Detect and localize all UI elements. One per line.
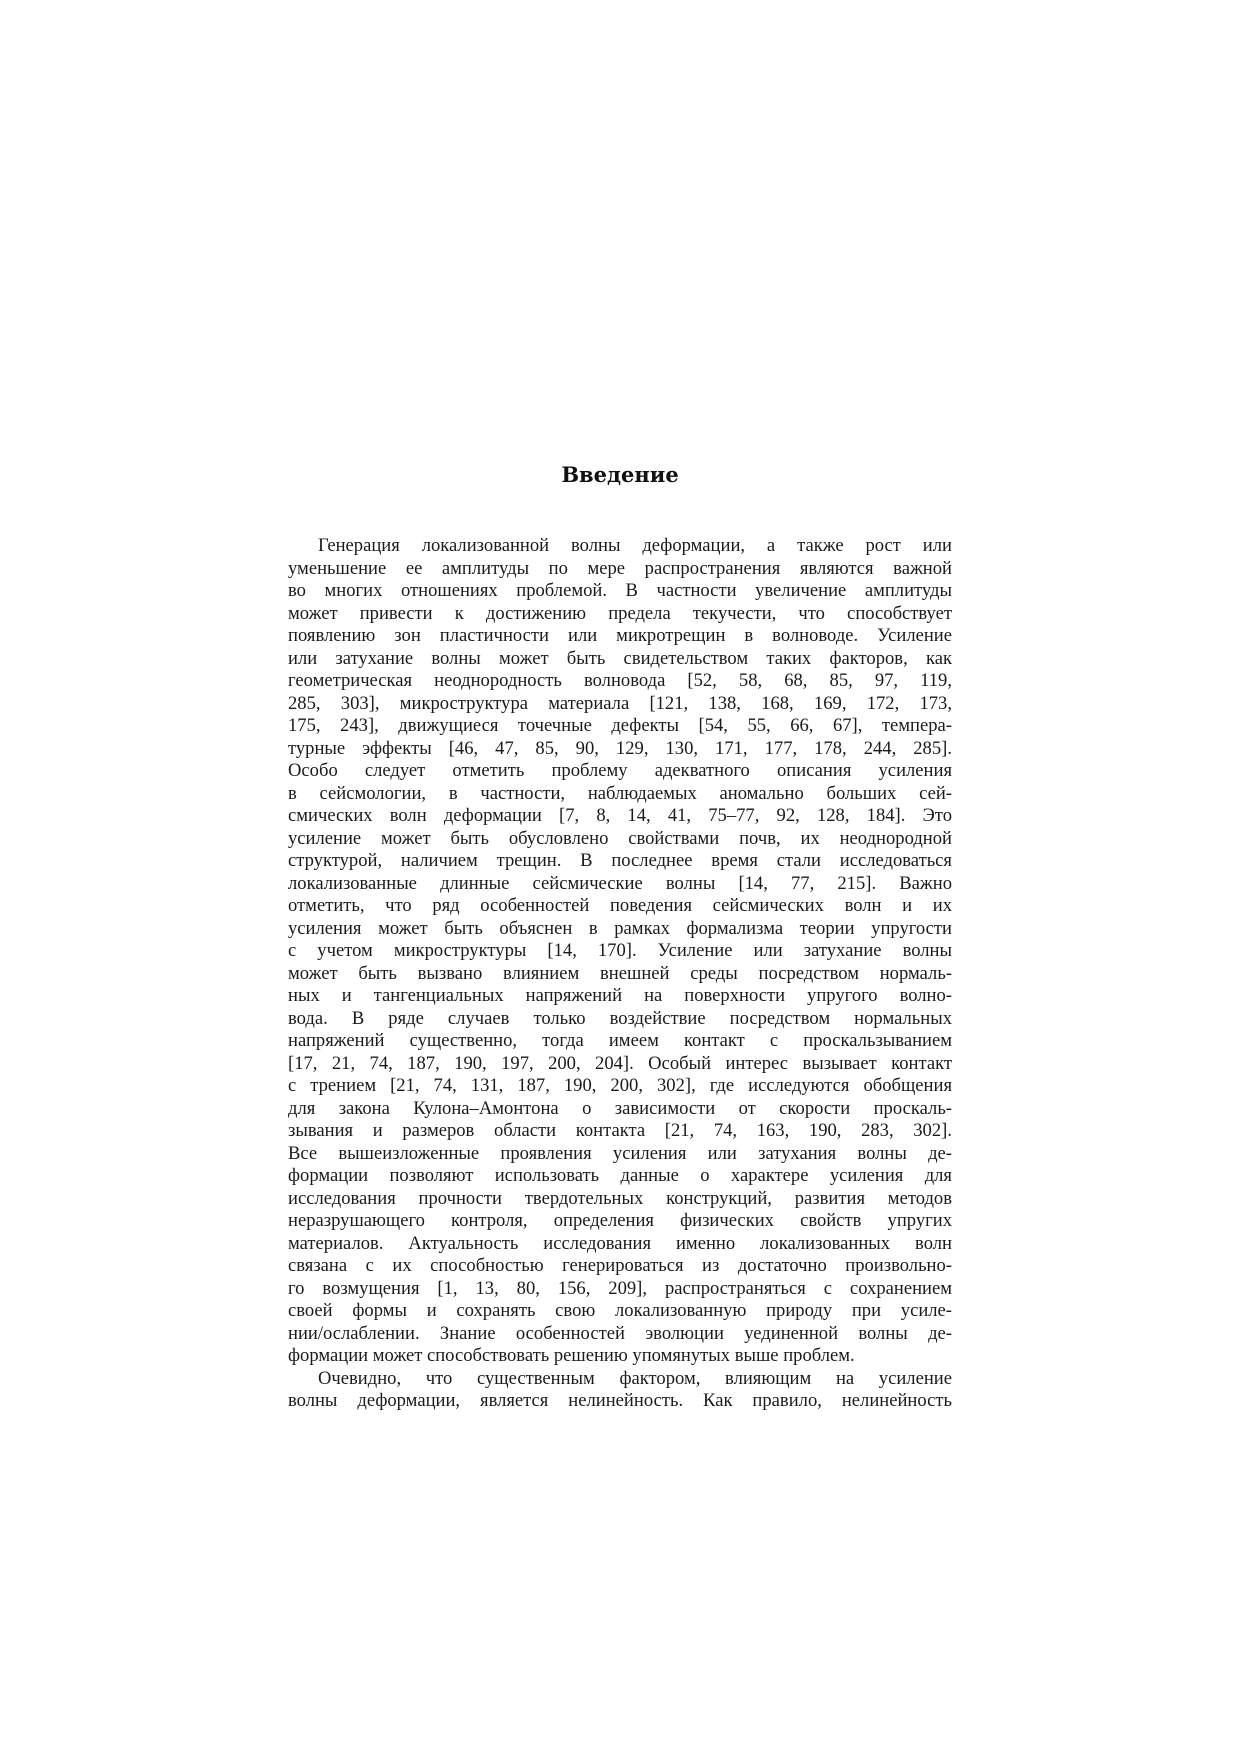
text-line: зывания и размеров области контакта [21, 74, 163, 190, 283, 302].	[288, 1120, 952, 1141]
text-line: с трением [21, 74, 131, 187, 190, 200, 302], где исследуются обобщения	[288, 1075, 952, 1096]
text-line: связана с их способностью генерироваться из достаточно произвольно-	[288, 1255, 952, 1276]
text-line: своей формы и сохранять свою локализованную природу при усиле-	[288, 1300, 952, 1321]
text-line: усиление может быть обусловлено свойствами почв, их неоднородной	[288, 827, 952, 849]
text-line: исследования прочности твердотельных конструкций, развития методов	[288, 1187, 952, 1209]
text-line: усиления может быть объяснен в рамках формализма теории упругости	[288, 917, 952, 939]
text-line: может быть вызвано влиянием внешней среды посредством нормаль-	[288, 962, 952, 984]
text-line: Особо следует отметить проблему адекватного описания усиления	[288, 760, 952, 781]
text-line: геометрическая неоднородность волновода [52, 58, 68, 85, 97, 119,	[288, 670, 952, 691]
body-text	[288, 535, 952, 1413]
text-line: го возмущения [1, 13, 80, 156, 209], распространяться с сохранением	[288, 1277, 952, 1299]
text-line: формации позволяют использовать данные о характере усиления для	[288, 1165, 952, 1186]
text-line: вода. В ряде случаев только воздействие посредством нормальных	[288, 1007, 952, 1029]
text-line: в сейсмологии, в частности, наблюдаемых аномально больших сей-	[288, 782, 952, 804]
text-line: волны деформации, является нелинейность. Как правило, нелинейность	[288, 1390, 952, 1411]
text-line: для закона Кулона–Амонтона о зависимости от скорости проскаль-	[288, 1097, 952, 1119]
text-line: отметить, что ряд особенностей поведения сейсмических волн и их	[288, 895, 952, 916]
paragraph	[288, 535, 952, 1368]
text-line: 175, 243], движущиеся точечные дефекты [54, 55, 66, 67], темпера-	[288, 715, 952, 736]
text-line: 285, 303], микроструктура материала [121, 138, 168, 169, 172, 173,	[288, 692, 952, 714]
text-line: появлению зон пластичности или микротрещин в волноводе. Усиление	[288, 625, 952, 646]
text-line: уменьшение ее амплитуды по мере распространения являются важной	[288, 557, 952, 579]
text-line: материалов. Актуальность исследования именно локализованных волн	[288, 1232, 952, 1254]
text-line: Все вышеизложенные проявления усиления или затухания волны де-	[288, 1142, 952, 1164]
text-line: напряжений существенно, тогда имеем контакт с проскальзыванием	[288, 1030, 952, 1051]
text-line: локализованные длинные сейсмические волны [14, 77, 215]. Важно	[288, 872, 952, 894]
text-line: формации может способствовать решению упомянутых выше проблем.	[288, 1345, 855, 1366]
paragraph	[288, 1368, 952, 1413]
text-line: или затухание волны может быть свидетельством таких факторов, как	[288, 647, 952, 669]
text-line: [17, 21, 74, 187, 190, 197, 200, 204]. Особый интерес вызывает контакт	[288, 1052, 952, 1074]
text-line: структурой, наличием трещин. В последнее время стали исследоваться	[288, 850, 952, 871]
text-line: с учетом микроструктуры [14, 170]. Усиление или затухание волны	[288, 940, 952, 961]
text-line: Очевидно, что существенным фактором, влияющим на усиление	[318, 1367, 952, 1389]
section-heading: Введение	[561, 462, 679, 487]
text-line: ных и тангенциальных напряжений на поверхности упругого волно-	[288, 985, 952, 1006]
text-line: неразрушающего контроля, определения физических свойств упругих	[288, 1210, 952, 1231]
text-line: Генерация локализованной волны деформации, а также рост или	[318, 535, 952, 556]
text-line: во многих отношениях проблемой. В частности увеличение амплитуды	[288, 580, 952, 601]
text-line: нии/ослаблении. Знание особенностей эволюции уединенной волны де-	[288, 1322, 952, 1344]
text-line: может привести к достижению предела текучести, что способствует	[288, 602, 952, 624]
text-line: смических волн деформации [7, 8, 14, 41, 75–77, 92, 128, 184]. Это	[288, 805, 952, 826]
text-line: турные эффекты [46, 47, 85, 90, 129, 130, 171, 177, 178, 244, 285].	[288, 737, 952, 759]
